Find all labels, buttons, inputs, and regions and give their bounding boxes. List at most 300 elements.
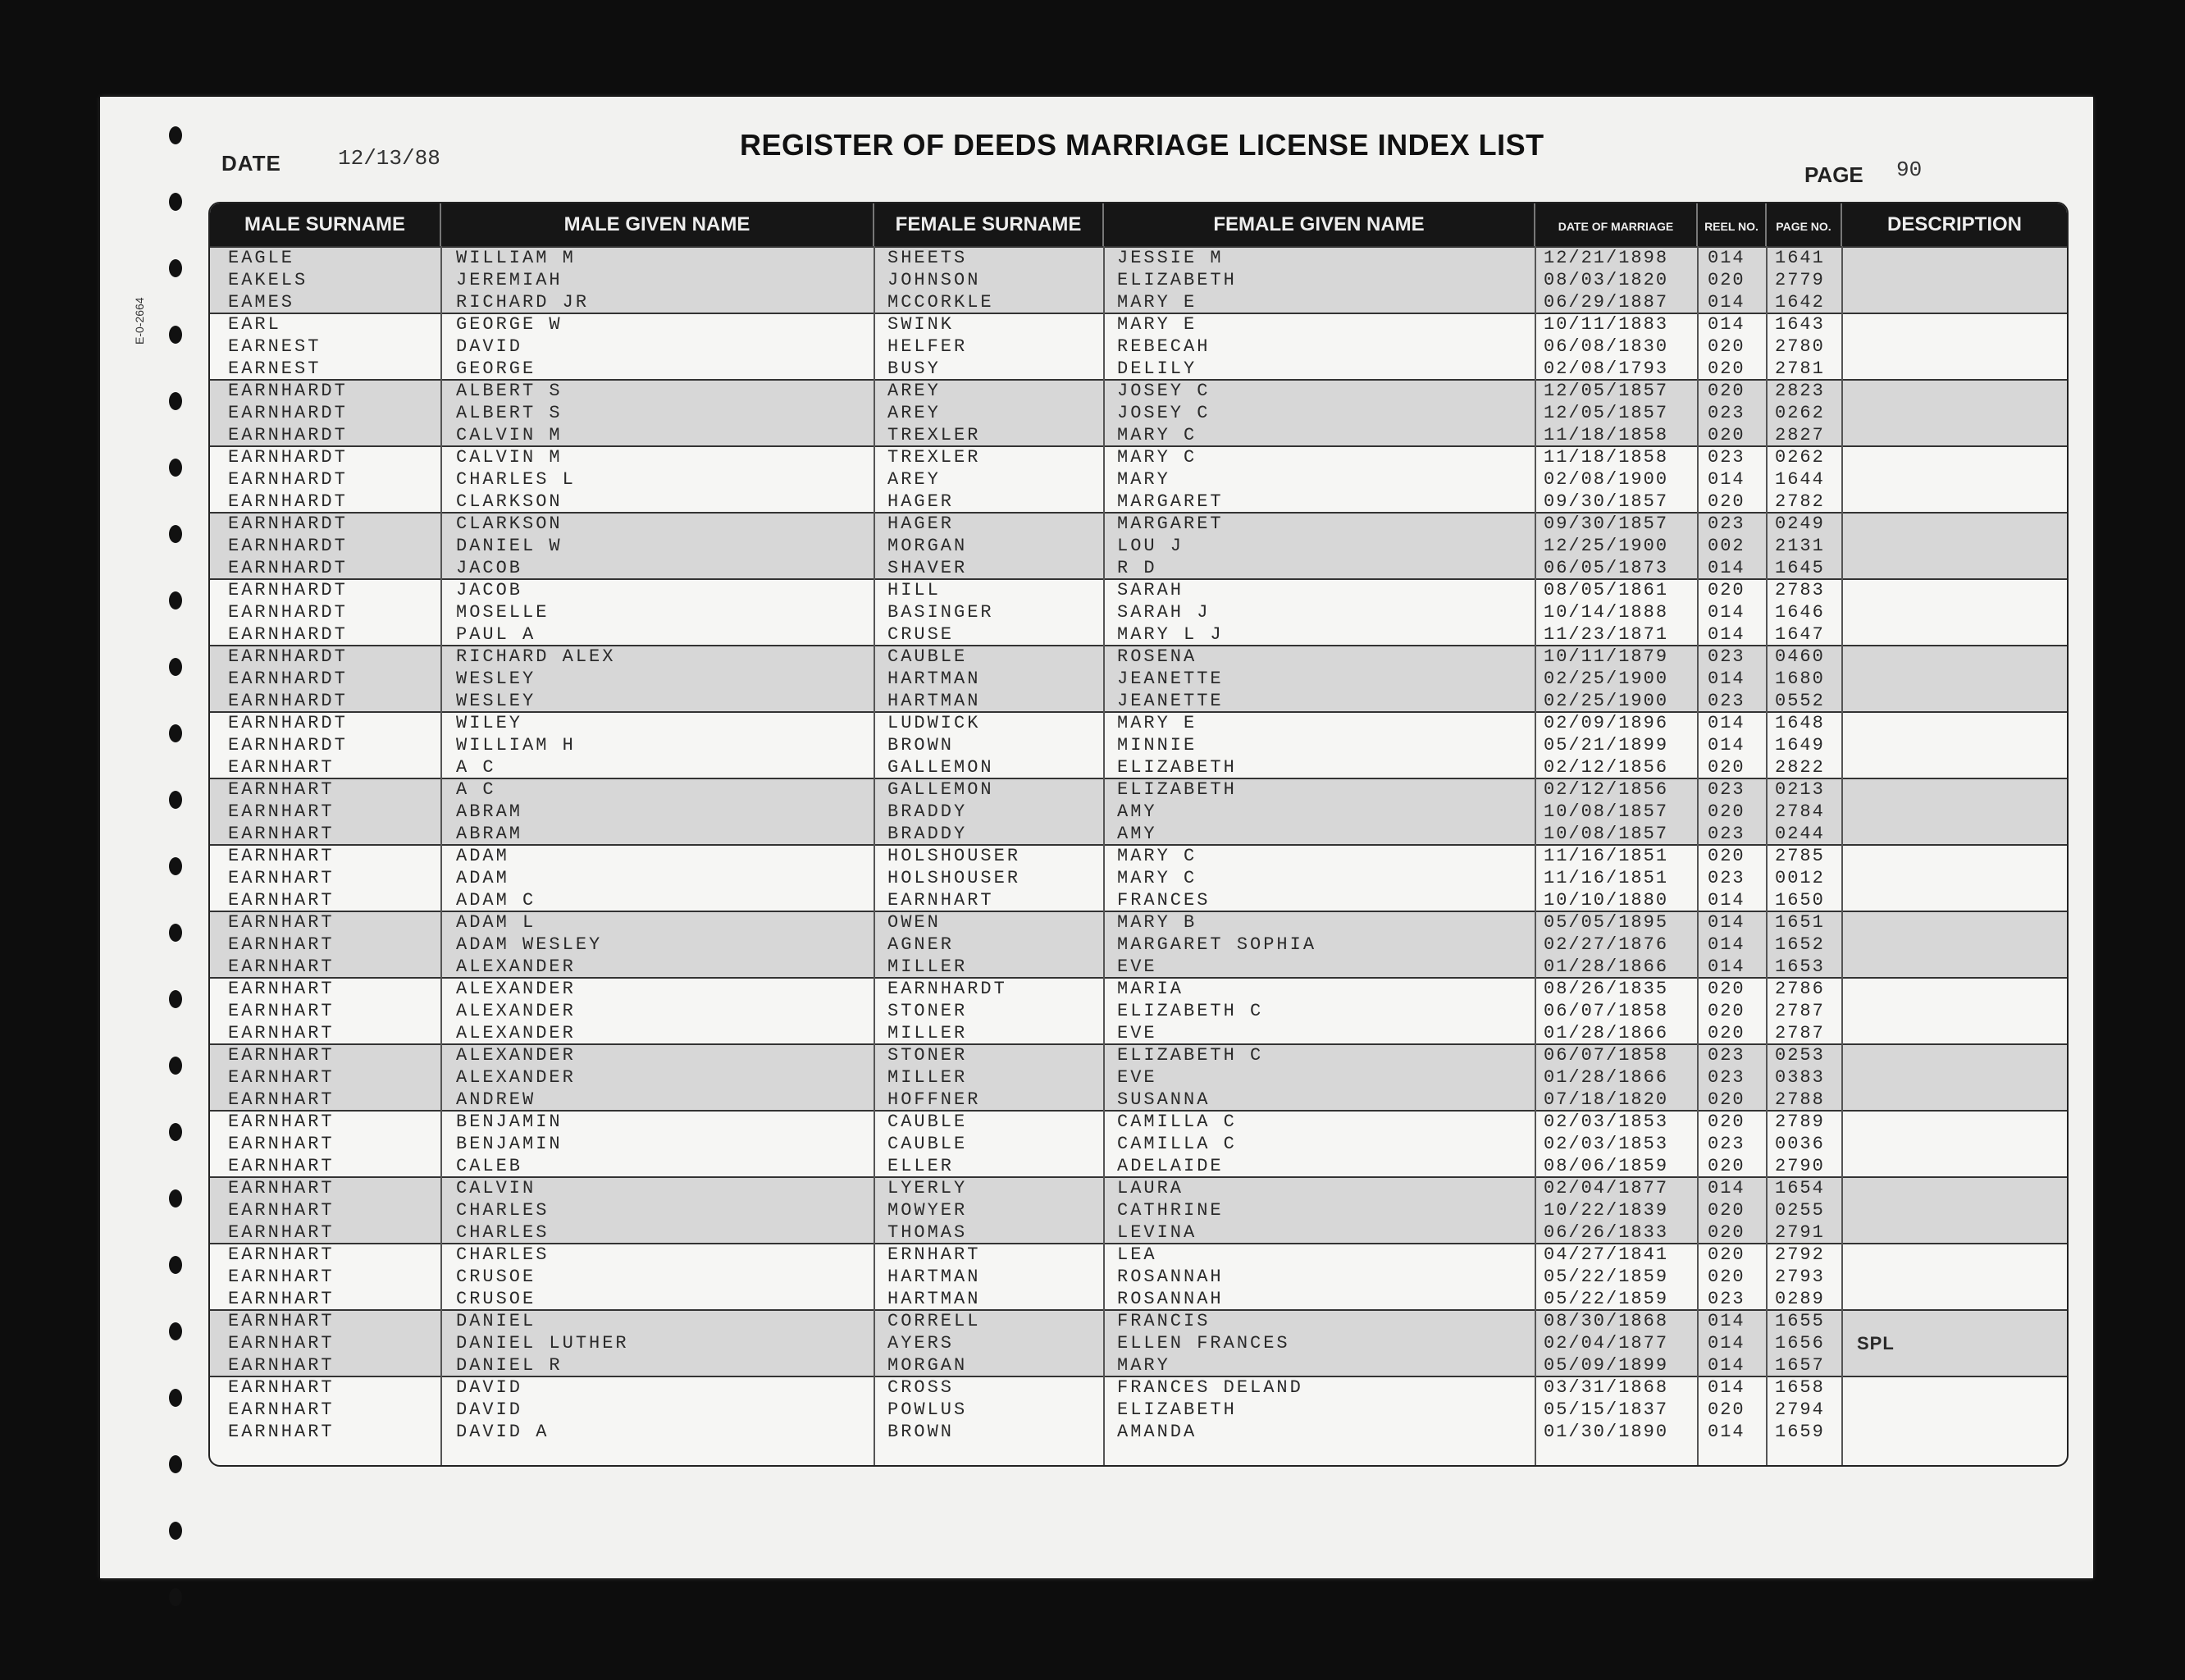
female-given-name: MARY B <box>1117 912 1197 933</box>
female-surname: OWEN <box>887 912 941 933</box>
table-row <box>210 801 2067 823</box>
female-given-name: EVE <box>1117 1023 1157 1043</box>
reel-number: 002 <box>1708 536 1745 556</box>
male-surname: EARNHART <box>228 1311 335 1331</box>
female-surname: HARTMAN <box>887 1289 981 1309</box>
punch-hole <box>169 658 182 676</box>
reel-number: 020 <box>1708 1244 1745 1265</box>
marriage-date: 08/06/1859 <box>1544 1156 1669 1176</box>
page-number: 1657 <box>1775 1355 1825 1376</box>
male-surname: EARNHARDT <box>228 602 348 623</box>
female-given-name: LOU J <box>1117 536 1184 556</box>
male-given-name: DAVID <box>456 336 523 357</box>
page-number: 1652 <box>1775 934 1825 955</box>
page-number: 2788 <box>1775 1089 1825 1110</box>
female-surname: HELFER <box>887 336 968 357</box>
female-surname: TREXLER <box>887 425 981 445</box>
reel-number: 014 <box>1708 890 1745 911</box>
marriage-date: 09/30/1857 <box>1544 514 1669 534</box>
table-row <box>210 668 2067 690</box>
male-given-name: DAVID <box>456 1377 523 1398</box>
col-description: DESCRIPTION <box>1886 213 2022 235</box>
reel-number: 014 <box>1708 469 1745 490</box>
male-given-name: ALEXANDER <box>456 1001 576 1021</box>
table-row <box>210 1354 2067 1376</box>
male-given-name: CRUSOE <box>456 1267 536 1287</box>
male-given-name: DANIEL LUTHER <box>456 1333 629 1354</box>
marriage-date: 06/29/1887 <box>1544 292 1669 313</box>
col-female-surname: FEMALE SURNAME <box>874 203 1104 246</box>
page-number: 1650 <box>1775 890 1825 911</box>
reel-number: 014 <box>1708 314 1745 335</box>
page-number: 2784 <box>1775 801 1825 822</box>
table-row <box>210 712 2067 734</box>
female-surname: BROWN <box>887 1422 955 1442</box>
reel-number: 023 <box>1708 646 1745 667</box>
marriage-date: 02/08/1900 <box>1544 469 1669 490</box>
female-surname: HAGER <box>887 491 955 512</box>
page-number: 1680 <box>1775 669 1825 689</box>
punch-hole <box>169 791 182 809</box>
marriage-date: 08/05/1861 <box>1544 580 1669 600</box>
reel-number: 023 <box>1708 403 1745 423</box>
reel-number: 014 <box>1708 934 1745 955</box>
male-surname: EARNHART <box>228 1023 335 1043</box>
page-number: 1649 <box>1775 735 1825 756</box>
table-row <box>210 1376 2067 1399</box>
male-given-name: BENJAMIN <box>456 1112 563 1132</box>
table-row <box>210 1421 2067 1443</box>
male-given-name: ABRAM <box>456 801 523 822</box>
male-surname: EARNHARDT <box>228 735 348 756</box>
punch-hole <box>169 1123 182 1141</box>
table-row <box>210 889 2067 911</box>
female-given-name: AMANDA <box>1117 1422 1197 1442</box>
page-number: 1655 <box>1775 1311 1825 1331</box>
female-given-name: MARY E <box>1117 292 1197 313</box>
reel-number: 014 <box>1708 912 1745 933</box>
female-surname: STONER <box>887 1001 968 1021</box>
page-number: 2790 <box>1775 1156 1825 1176</box>
male-given-name: CALEB <box>456 1156 523 1176</box>
punch-hole <box>169 1455 182 1473</box>
female-given-name: MARY E <box>1117 713 1197 733</box>
female-surname: GALLEMON <box>887 757 994 778</box>
female-given-name: ELIZABETH <box>1117 1399 1237 1420</box>
female-given-name: MINNIE <box>1117 735 1197 756</box>
reel-number: 014 <box>1708 735 1745 756</box>
marriage-date: 06/05/1873 <box>1544 558 1669 578</box>
reel-number: 014 <box>1708 292 1745 313</box>
reel-number: 014 <box>1708 248 1745 268</box>
female-given-name: MARY C <box>1117 425 1197 445</box>
punch-hole <box>169 1588 182 1606</box>
male-given-name: CRUSOE <box>456 1289 536 1309</box>
reel-number: 020 <box>1708 801 1745 822</box>
male-surname: EARNHARDT <box>228 580 348 600</box>
reel-number: 014 <box>1708 1311 1745 1331</box>
female-surname: SHAVER <box>887 558 968 578</box>
page-number: 2783 <box>1775 580 1825 600</box>
marriage-date: 11/18/1858 <box>1544 425 1669 445</box>
marriage-date: 05/22/1859 <box>1544 1267 1669 1287</box>
marriage-date: 05/15/1837 <box>1544 1399 1669 1420</box>
page-title: REGISTER OF DEEDS MARRIAGE LICENSE INDEX LIST <box>740 128 1544 162</box>
male-given-name: DANIEL R <box>456 1355 563 1376</box>
male-given-name: ALEXANDER <box>456 1023 576 1043</box>
reel-number: 023 <box>1708 868 1745 888</box>
female-given-name: MARY E <box>1117 314 1197 335</box>
male-surname: EARNHARDT <box>228 514 348 534</box>
female-surname: BRADDY <box>887 824 968 844</box>
male-given-name: JACOB <box>456 558 523 578</box>
col-male-given-name: MALE GIVEN NAME <box>441 203 874 246</box>
punch-hole <box>169 1256 182 1274</box>
table-row <box>210 1155 2067 1177</box>
page-number: 1643 <box>1775 314 1825 335</box>
female-given-name: LEVINA <box>1117 1222 1197 1243</box>
male-given-name: PAUL A <box>456 624 536 645</box>
reel-number: 020 <box>1708 270 1745 290</box>
male-surname: EAMES <box>228 292 295 313</box>
table-row <box>210 734 2067 756</box>
female-surname: EARNHARDT <box>887 979 1007 999</box>
female-surname: LYERLY <box>887 1178 968 1198</box>
female-given-name: ROSENA <box>1117 646 1197 667</box>
male-given-name: DAVID A <box>456 1422 550 1442</box>
male-surname: EARNHARDT <box>228 558 348 578</box>
female-given-name: CATHRINE <box>1117 1200 1224 1221</box>
marriage-date: 12/25/1900 <box>1544 536 1669 556</box>
female-surname: EARNHART <box>887 890 994 911</box>
female-given-name: FRANCIS <box>1117 1311 1211 1331</box>
reel-number: 020 <box>1708 1267 1745 1287</box>
page-number: 2789 <box>1775 1112 1825 1132</box>
male-surname: EARNHART <box>228 824 335 844</box>
table-row <box>210 956 2067 978</box>
table-row <box>210 513 2067 535</box>
marriage-date: 02/03/1853 <box>1544 1134 1669 1154</box>
reel-number: 014 <box>1708 1178 1745 1198</box>
reel-number: 020 <box>1708 1089 1745 1110</box>
female-given-name: MARY L J <box>1117 624 1224 645</box>
reel-number: 014 <box>1708 713 1745 733</box>
female-given-name: JOSEY C <box>1117 381 1211 401</box>
female-given-name: MARY C <box>1117 846 1197 866</box>
female-surname: HARTMAN <box>887 1267 981 1287</box>
page-number: 1654 <box>1775 1178 1825 1198</box>
table-header <box>210 203 2067 246</box>
table-row <box>210 1111 2067 1133</box>
marriage-date: 02/03/1853 <box>1544 1112 1669 1132</box>
marriage-date: 08/26/1835 <box>1544 979 1669 999</box>
reel-number: 023 <box>1708 1134 1745 1154</box>
male-surname: EARNHART <box>228 1333 335 1354</box>
female-surname: GALLEMON <box>887 779 994 800</box>
male-surname: EARNHART <box>228 890 335 911</box>
female-given-name: AMY <box>1117 801 1157 822</box>
male-given-name: CLARKSON <box>456 491 563 512</box>
female-surname: HARTMAN <box>887 669 981 689</box>
reel-number: 020 <box>1708 1222 1745 1243</box>
page-number: 2786 <box>1775 979 1825 999</box>
male-surname: EARNHART <box>228 868 335 888</box>
table-row <box>210 358 2067 380</box>
male-surname: EARNHART <box>228 1244 335 1265</box>
table-row <box>210 380 2067 402</box>
page-number: 1658 <box>1775 1377 1825 1398</box>
marriage-date: 06/07/1858 <box>1544 1001 1669 1021</box>
punch-hole <box>169 326 182 344</box>
table-row <box>210 1332 2067 1354</box>
table-row <box>210 867 2067 889</box>
punch-hole <box>169 857 182 875</box>
male-surname: EARNHART <box>228 1178 335 1198</box>
punch-hole <box>169 990 182 1008</box>
male-given-name: ALEXANDER <box>456 1045 576 1066</box>
reel-number: 023 <box>1708 1289 1745 1309</box>
table-row <box>210 557 2067 579</box>
female-given-name: EVE <box>1117 956 1157 977</box>
punch-hole <box>169 1322 182 1340</box>
table-row <box>210 1133 2067 1155</box>
female-surname: CROSS <box>887 1377 955 1398</box>
reel-number: 014 <box>1708 956 1745 977</box>
punch-hole <box>169 126 182 144</box>
page-number: 1659 <box>1775 1422 1825 1442</box>
male-given-name: JACOB <box>456 580 523 600</box>
table-row <box>210 247 2067 269</box>
female-surname: HAGER <box>887 514 955 534</box>
male-surname: EARNHARDT <box>228 425 348 445</box>
male-given-name: CALVIN <box>456 1178 536 1198</box>
male-given-name: RICHARD ALEX <box>456 646 616 667</box>
table-row <box>210 313 2067 336</box>
marriage-date: 05/21/1899 <box>1544 735 1669 756</box>
female-surname: CAUBLE <box>887 1112 968 1132</box>
side-code: E-0-2664 <box>133 297 146 345</box>
reel-number: 014 <box>1708 558 1745 578</box>
reel-number: 014 <box>1708 669 1745 689</box>
marriage-date: 12/05/1857 <box>1544 403 1669 423</box>
page-number: 0383 <box>1775 1067 1825 1088</box>
page-number: 0249 <box>1775 514 1825 534</box>
marriage-date: 02/04/1877 <box>1544 1178 1669 1198</box>
male-given-name: CALVIN M <box>456 447 563 468</box>
female-surname: AGNER <box>887 934 955 955</box>
description: SPL <box>1857 1333 1895 1354</box>
marriage-date: 05/05/1895 <box>1544 912 1669 933</box>
page-number: 0244 <box>1775 824 1825 844</box>
male-given-name: CHARLES L <box>456 469 576 490</box>
male-surname: EARNHART <box>228 801 335 822</box>
male-surname: EARNHART <box>228 912 335 933</box>
marriage-date: 11/16/1851 <box>1544 868 1669 888</box>
male-surname: EARNHART <box>228 757 335 778</box>
female-surname: CAUBLE <box>887 646 968 667</box>
female-surname: BUSY <box>887 358 941 379</box>
female-given-name: FRANCES <box>1117 890 1211 911</box>
table-row <box>210 601 2067 623</box>
male-given-name: CLARKSON <box>456 514 563 534</box>
page-number: 1647 <box>1775 624 1825 645</box>
date-value: 12/13/88 <box>338 146 440 171</box>
female-surname: BASINGER <box>887 602 994 623</box>
marriage-date: 10/14/1888 <box>1544 602 1669 623</box>
marriage-date: 01/30/1890 <box>1544 1422 1669 1442</box>
marriage-date: 11/18/1858 <box>1544 447 1669 468</box>
male-given-name: ADAM <box>456 868 509 888</box>
female-given-name: ADELAIDE <box>1117 1156 1224 1176</box>
female-given-name: CAMILLA C <box>1117 1112 1237 1132</box>
table-row <box>210 823 2067 845</box>
female-surname: HARTMAN <box>887 691 981 711</box>
reel-number: 020 <box>1708 1023 1745 1043</box>
male-given-name: BENJAMIN <box>456 1134 563 1154</box>
marriage-date: 08/03/1820 <box>1544 270 1669 290</box>
male-surname: EARL <box>228 314 281 335</box>
female-surname: ERNHART <box>887 1244 981 1265</box>
marriage-date: 10/10/1880 <box>1544 890 1669 911</box>
male-given-name: WESLEY <box>456 691 536 711</box>
female-given-name: ELIZABETH <box>1117 757 1237 778</box>
male-given-name: WILLIAM M <box>456 248 576 268</box>
page-number: 1656 <box>1775 1333 1825 1354</box>
punch-hole <box>169 1389 182 1407</box>
male-surname: EARNHART <box>228 1222 335 1243</box>
reel-number: 020 <box>1708 979 1745 999</box>
reel-number: 020 <box>1708 425 1745 445</box>
punch-hole <box>169 591 182 609</box>
page-number: 1648 <box>1775 713 1825 733</box>
male-given-name: A C <box>456 757 496 778</box>
male-surname: EARNHARDT <box>228 624 348 645</box>
male-surname: EARNHARDT <box>228 491 348 512</box>
female-given-name: MARY <box>1117 1355 1170 1376</box>
page-number: 2823 <box>1775 381 1825 401</box>
male-surname: EARNHART <box>228 956 335 977</box>
reel-number: 014 <box>1708 624 1745 645</box>
page-number: 0036 <box>1775 1134 1825 1154</box>
reel-number: 020 <box>1708 1001 1745 1021</box>
punch-hole <box>169 924 182 942</box>
male-given-name: ALBERT S <box>456 403 563 423</box>
page-number: 1653 <box>1775 956 1825 977</box>
table-row <box>210 690 2067 712</box>
page-number: 2787 <box>1775 1001 1825 1021</box>
female-surname: SHEETS <box>887 248 968 268</box>
punch-hole <box>169 525 182 543</box>
male-surname: EARNHARDT <box>228 536 348 556</box>
male-surname: EARNHARDT <box>228 669 348 689</box>
table-row <box>210 1066 2067 1089</box>
female-given-name: ELIZABETH <box>1117 779 1237 800</box>
page-number: 0262 <box>1775 403 1825 423</box>
male-given-name: A C <box>456 779 496 800</box>
reel-number: 020 <box>1708 1156 1745 1176</box>
female-surname: ELLER <box>887 1156 955 1176</box>
male-given-name: WILLIAM H <box>456 735 576 756</box>
male-surname: EARNHARDT <box>228 381 348 401</box>
marriage-date: 07/18/1820 <box>1544 1089 1669 1110</box>
male-given-name: CHARLES <box>456 1244 550 1265</box>
male-given-name: DANIEL W <box>456 536 563 556</box>
female-given-name: EVE <box>1117 1067 1157 1088</box>
female-given-name: MARY C <box>1117 868 1197 888</box>
male-surname: EAKELS <box>228 270 308 290</box>
female-surname: BROWN <box>887 735 955 756</box>
male-surname: EARNHARDT <box>228 469 348 490</box>
male-given-name: ABRAM <box>456 824 523 844</box>
col-page-no: PAGE NO. <box>1767 203 1842 246</box>
male-surname: EARNHART <box>228 934 335 955</box>
marriage-date: 01/28/1866 <box>1544 956 1669 977</box>
female-surname: MOWYER <box>887 1200 968 1221</box>
page-label: PAGE <box>1804 162 1863 187</box>
female-given-name: ELLEN FRANCES <box>1117 1333 1290 1354</box>
female-surname: HOFFNER <box>887 1089 981 1110</box>
marriage-date: 10/11/1879 <box>1544 646 1669 667</box>
male-surname: EARNHART <box>228 979 335 999</box>
reel-number: 014 <box>1708 602 1745 623</box>
female-surname: AYERS <box>887 1333 955 1354</box>
female-surname: CORRELL <box>887 1311 981 1331</box>
page-number: 2131 <box>1775 536 1825 556</box>
female-given-name: ROSANNAH <box>1117 1267 1224 1287</box>
col-male-surname: MALE SURNAME <box>210 203 441 246</box>
male-given-name: DANIEL <box>456 1311 536 1331</box>
female-surname: MORGAN <box>887 1355 968 1376</box>
male-surname: EARNHARDT <box>228 646 348 667</box>
female-given-name: MARY <box>1117 469 1170 490</box>
female-given-name: JEANETTE <box>1117 669 1224 689</box>
male-given-name: ADAM C <box>456 890 536 911</box>
male-given-name: ALEXANDER <box>456 1067 576 1088</box>
table-row <box>210 778 2067 801</box>
male-given-name: CHARLES <box>456 1200 550 1221</box>
table-row <box>210 646 2067 668</box>
female-given-name: REBECAH <box>1117 336 1211 357</box>
female-surname: MILLER <box>887 1067 968 1088</box>
table-body <box>210 246 2067 1465</box>
male-surname: EARNHART <box>228 1156 335 1176</box>
male-given-name: ADAM WESLEY <box>456 934 603 955</box>
page-number: 1644 <box>1775 469 1825 490</box>
table-row <box>210 1266 2067 1288</box>
page-number: 2779 <box>1775 270 1825 290</box>
reel-number: 020 <box>1708 381 1745 401</box>
table-row <box>210 1399 2067 1421</box>
reel-number: 014 <box>1708 1422 1745 1442</box>
punch-hole <box>169 1189 182 1208</box>
page-number: 0552 <box>1775 691 1825 711</box>
reel-number: 023 <box>1708 514 1745 534</box>
page-number: 0213 <box>1775 779 1825 800</box>
female-given-name: SARAH J <box>1117 602 1211 623</box>
table-row <box>210 402 2067 424</box>
female-surname: POWLUS <box>887 1399 968 1420</box>
male-given-name: ALEXANDER <box>456 979 576 999</box>
page-number: 0253 <box>1775 1045 1825 1066</box>
female-given-name: MARGARET <box>1117 514 1224 534</box>
male-surname: EARNHART <box>228 1045 335 1066</box>
table-row <box>210 845 2067 867</box>
reel-number: 020 <box>1708 1112 1745 1132</box>
reel-number: 020 <box>1708 1200 1745 1221</box>
table-row <box>210 291 2067 313</box>
marriage-date: 10/08/1857 <box>1544 824 1669 844</box>
reel-number: 020 <box>1708 1399 1745 1420</box>
